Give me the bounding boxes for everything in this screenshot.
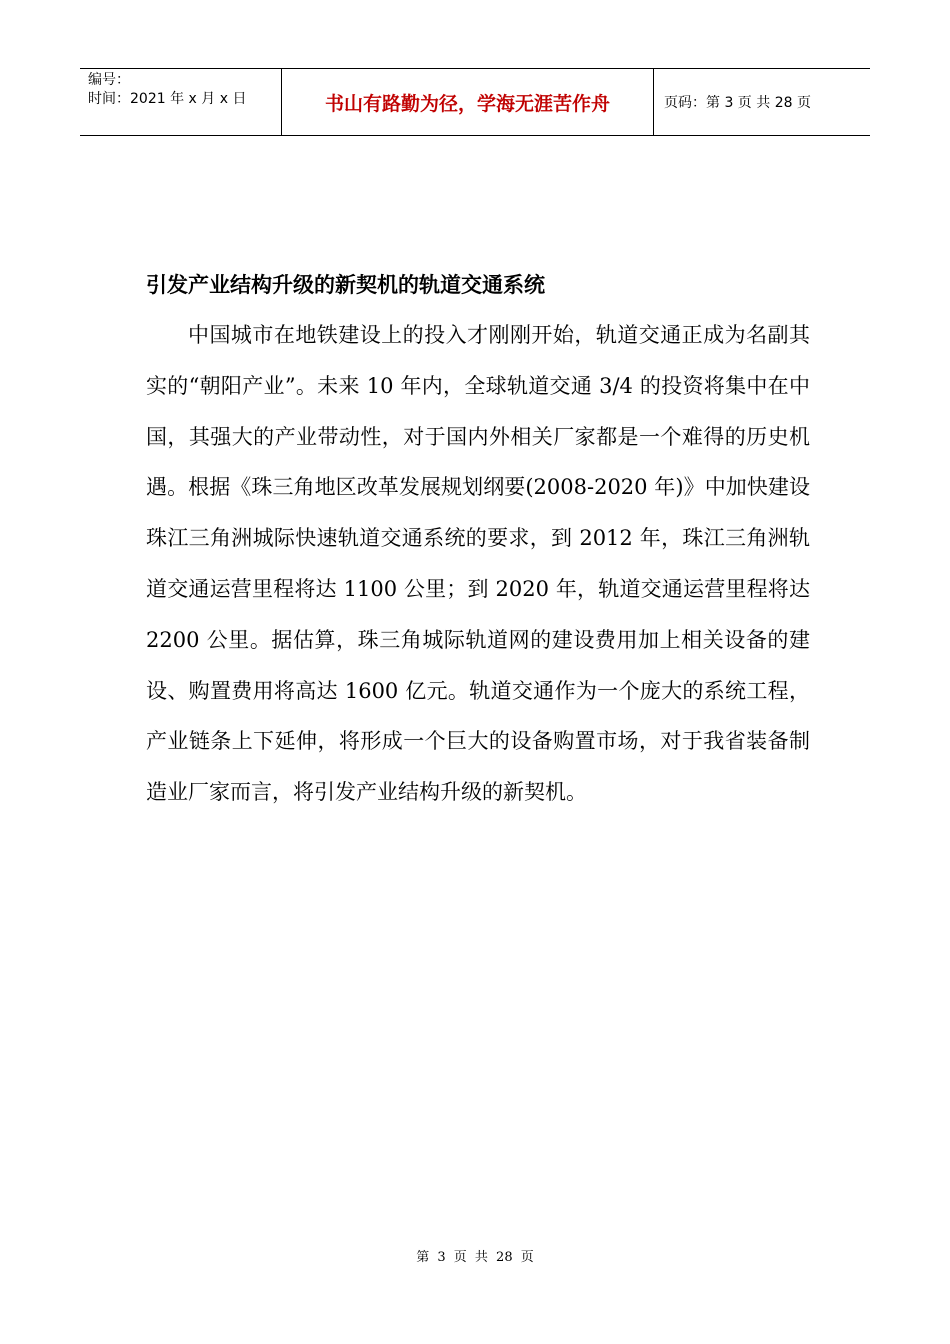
header-page-info: 页码：第 3 页 共 28 页 xyxy=(664,95,811,111)
header-meta xyxy=(80,69,282,135)
page-header xyxy=(80,68,870,136)
article-paragraph: 中国城市在地铁建设上的投入才刚刚开始，轨道交通正成为名副其实的“朝阳产业”。未来 10 年内，全球轨道交通 3/4 的投资将集中在中国，其强大的产业带动性，对于国内外相关厂家都是一个难得的历史机遇。根据《珠三角地区改革发展规划纲要(2008-2020 年)》中加快建设珠江三角洲城际快速轨道交通系统的要求，到 2012 年，珠江三角洲轨道交通运营里程将达 1100 公里；到 2020 年，轨道交通运营里程将达 2200 公里。据估算，珠三角城际轨道网的建设费用加上相关设备的建设、购置费用将高达 1600 亿元。轨道交通作为一个庞大的系统工程，产业链条上下延伸，将形成一个巨大的设备购置市场，对于我省装备制造业厂家而言，将引发产业结构升级的新契机。 xyxy=(146,323,810,805)
page-footer: 第 3 页 共 28 页 xyxy=(416,1250,534,1265)
document-date: 时间：2021 年 x 月 x 日 xyxy=(88,91,247,107)
article-content xyxy=(146,262,810,818)
article-title: 引发产业结构升级的新契机的轨道交通系统 xyxy=(146,273,545,297)
header-motto: 书山有路勤为径，学海无涯苦作舟 xyxy=(282,69,654,135)
document-number-label: 编号： xyxy=(88,72,130,88)
